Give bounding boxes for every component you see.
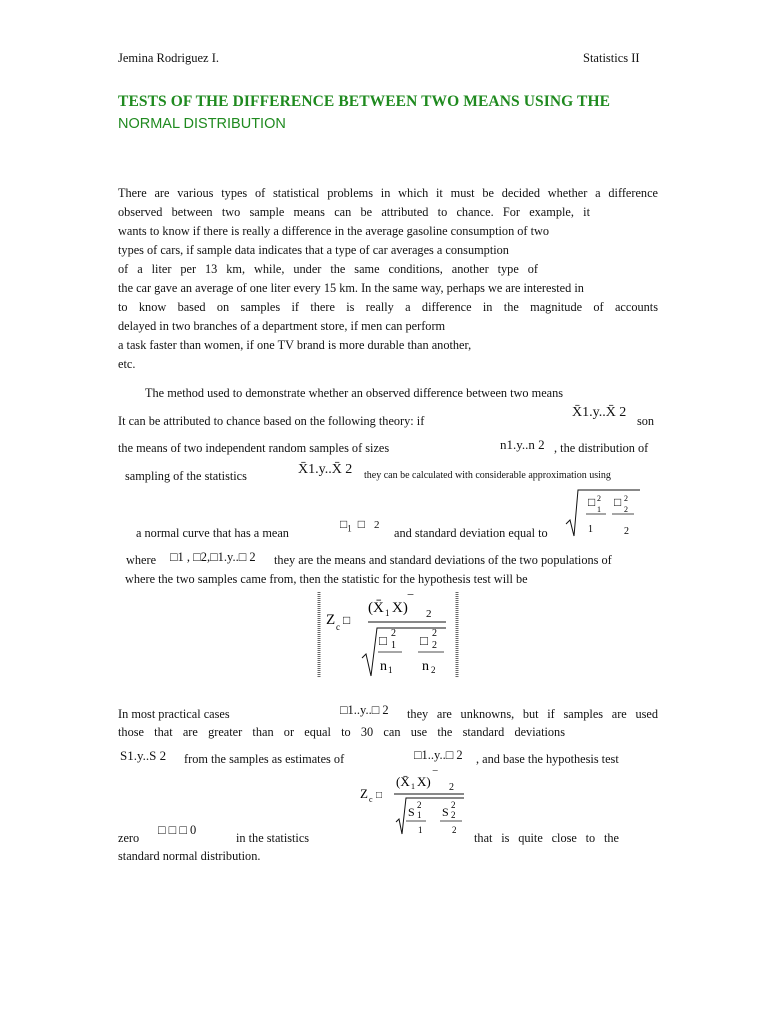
method-line-7: where the two samples came from, then the statistic for the hypothesis test will be [125, 572, 528, 586]
std-dev-sqrt-formula [562, 488, 642, 540]
unknown-params-formula: □1..y..□ 2 [340, 703, 389, 717]
svg-text:2: 2 [624, 494, 628, 503]
method-line-6-end: they are the means and standard deviations of the two populations of [274, 553, 612, 567]
svg-text:2: 2 [624, 526, 629, 537]
intro-line: types of cars, if sample data indicates that a type of car averages a consumption [118, 243, 509, 257]
svg-text:X): X) [417, 774, 431, 789]
intro-line: etc. [118, 357, 136, 371]
header-course: Statistics II [583, 51, 640, 65]
sizes-formula: n1.y..n 2 [500, 437, 545, 452]
svg-text:2: 2 [452, 825, 457, 835]
intro-line: the car gave an average of one liter every 15 km. In the same way, perhaps we are interested in [118, 281, 584, 295]
z-statistic-sample-formula [356, 770, 468, 836]
null-hypothesis-formula: □ □ □ 0 [158, 823, 197, 837]
method-line-3: the means of two independent random samples of sizes [118, 441, 390, 455]
practical-line-3-end: , and base the hypothesis test [476, 752, 619, 766]
practical-line-2: those that are greater than or equal to 30 can use the standard deviations [118, 725, 565, 739]
svg-text:2: 2 [624, 505, 628, 514]
n1: n [380, 659, 387, 674]
population-sd-formula: □1..y..□ 2 [414, 748, 463, 762]
svg-text:1: 1 [411, 782, 415, 791]
intro-line: delayed in two branches of a department store, if men can perform [118, 319, 446, 333]
in-statistics-label: in the statistics [236, 831, 310, 845]
header-author: Jemina Rodriguez I. [118, 51, 220, 65]
svg-text:‾: ‾ [408, 594, 413, 610]
svg-text:1: 1 [385, 608, 390, 618]
sigma2-squared: □ [420, 633, 428, 648]
numerator: (X̄ [368, 600, 384, 616]
z-symbol: Z [326, 612, 336, 628]
method-line-5-mid: and standard deviation equal to [394, 526, 548, 540]
params-formula: □1 , □2,□1.y..□ 2 [170, 550, 256, 564]
zero-label: zero [118, 831, 140, 845]
svg-text:2: 2 [432, 640, 437, 651]
svg-text:2: 2 [417, 800, 422, 810]
method-line-3-end: , the distribution of [554, 441, 649, 455]
svg-text:2: 2 [451, 800, 456, 810]
title-line-1: TESTS OF THE DIFFERENCE BETWEEN TWO MEANS USING THE [118, 93, 611, 110]
svg-text:1: 1 [418, 825, 423, 835]
svg-text:□: □ [376, 790, 383, 801]
svg-text:c: c [336, 622, 340, 632]
z-symbol: Z [360, 786, 368, 801]
numerator: (X̄ [396, 774, 410, 789]
means-formula: X̄1.y..X̄ 2 [572, 405, 627, 420]
svg-text:2: 2 [426, 608, 432, 620]
n2: n [422, 659, 429, 674]
intro-line: wants to know if there is really a difference in the average gasoline consumption of two [118, 224, 550, 238]
svg-text:X): X) [392, 600, 408, 616]
sample-sd-formula: S1.y..S 2 [120, 748, 167, 763]
svg-text:2: 2 [432, 628, 437, 639]
intro-line: There are various types of statistical problems in which it must be decided whether a difference [118, 186, 658, 200]
svg-text:□: □ [343, 613, 351, 627]
practical-last-line: standard normal distribution. [118, 849, 261, 863]
mean-formula: $□_1$ □ 2 [340, 517, 380, 534]
z-statistic-formula [316, 590, 462, 682]
svg-text:2: 2 [451, 810, 456, 820]
close-label: that is quite close to the [474, 831, 619, 845]
intro-line: observed between two sample means can be attributed to chance. For example, it [118, 205, 590, 219]
method-line-1: The method used to demonstrate whether an observed difference between two means [145, 386, 564, 400]
intro-line: of a liter per 13 km, while, under the same conditions, another type of [118, 262, 538, 276]
practical-line-3-mid: from the samples as estimates of [184, 752, 345, 766]
svg-text:‾: ‾ [433, 770, 438, 783]
svg-text:1: 1 [388, 665, 393, 675]
method-line-2-end: son [637, 414, 655, 428]
sigma1-squared: □ [379, 633, 387, 648]
svg-text:2: 2 [431, 665, 436, 675]
svg-text:2: 2 [391, 628, 396, 639]
intro-paragraph [118, 184, 658, 374]
method-line-4: sampling of the statistics [125, 469, 247, 483]
method-line-6-where: where [126, 553, 157, 567]
method-line-5: a normal curve that has a mean [136, 526, 289, 540]
svg-text:2: 2 [597, 494, 601, 503]
practical-line-1: In most practical cases [118, 707, 230, 721]
statistic-formula: X̄1.y..X̄ 2 [298, 462, 353, 477]
svg-text:1: 1 [417, 810, 422, 820]
title-line-2: NORMAL DISTRIBUTION [118, 116, 286, 132]
svg-text:1: 1 [597, 505, 601, 514]
sigma2-sq: □ [614, 495, 622, 509]
svg-text:1: 1 [391, 640, 396, 651]
svg-text:c: c [369, 795, 373, 804]
sigma1-sq: □ [588, 495, 596, 509]
mean-symbol: □ [340, 517, 348, 531]
s1-squared: S [408, 805, 415, 819]
svg-text:2: 2 [449, 782, 454, 793]
practical-line-1-end: they are unknowns, but if samples are used [407, 707, 658, 721]
intro-line: to know based on samples if there is really a difference in the magnitude of accounts [118, 300, 658, 314]
s2-squared: S [442, 805, 449, 819]
intro-line: a task faster than women, if one TV brand is more durable than another, [118, 338, 472, 352]
method-line-4-end: they can be calculated with considerable approximation using [364, 470, 611, 481]
svg-text:1: 1 [588, 524, 593, 535]
method-line-2: It can be attributed to chance based on the following theory: if [118, 414, 425, 428]
